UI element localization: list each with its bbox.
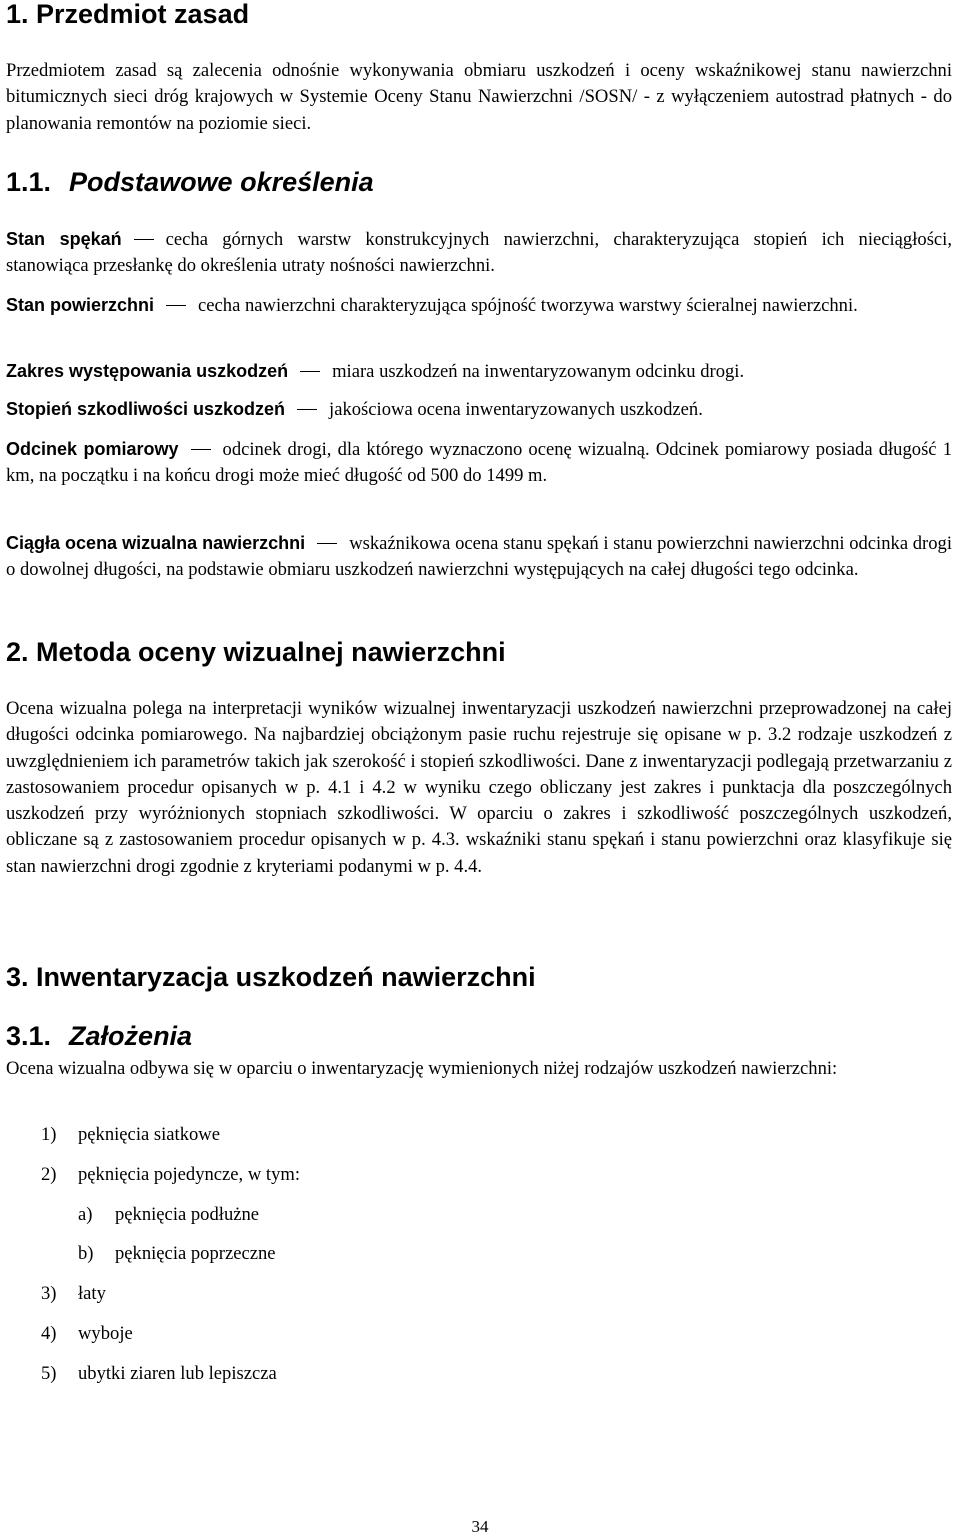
list-item-label: b) [78,1243,94,1264]
list-item-text: łaty [78,1283,106,1304]
definition-text: jakościowa ocena inwentaryzowanych uszkodzeń. [329,399,703,420]
list-item [41,1361,277,1387]
list-item [41,1321,133,1347]
section-2-heading: 2. Metoda oceny wizualnej nawierzchni [6,637,506,667]
dash-separator [166,305,186,306]
definition-text: wskaźnikowa ocena stanu spękań i stanu powierzchni nawierzchni odcinka drogi o dowolnej długości, na podstawie obmiaru uszkodzeń nawierzchni występujących na całej długości tego odcinka. [6,533,953,581]
section-1-1-number: 1.1. [6,167,52,197]
section-3-heading: 3. Inwentaryzacja uszkodzeń nawierzchni [6,962,536,992]
definition-term: Stan spękań [6,229,122,249]
definition-text: odcinek drogi, dla którego wyznaczono ocenę wizualną. Odcinek pomiarowy posiada długość 1 km, na początku i na końcu drogi może mieć długość od 500 do 1499 m. [6,439,953,487]
list-item [41,1281,106,1307]
section-2-text: Ocena wizualna polega na interpretacji wyników wizualnej inwentaryzacji uszkodzeń nawierzchni przeprowadzonej na całej długości odcinka pomiarowego. Na najbardziej obciążonym pasie ruchu rejestruje się opisane w p. 3.2 rodzaje uszkodzeń z uwzględnieniem ich parametrów takich jak szerokość i stopień szkodliwości. Dane z inwentaryzacji podlegają przetwarzaniu z zastosowaniem procedur opisanych w p. 4.1 i 4.2 w wyniku czego obliczany jest zakres i punktacja dla poszczególnych uszkodzeń przy wyróżnionych stopniach szkodliwości. W oparciu o zakres i szkodliwość poszczególnych uszkodzeń, obliczane są z zastosowaniem procedur opisanych w p. 4.3. wskaźniki stanu spękań i stanu powierzchni oraz klasyfikuje się stan nawierzchni drogi zgodnie z kryteriami podanymi w p. 4.4. [6,698,952,877]
list-item [78,1202,259,1228]
definition-term: Odcinek pomiarowy [6,439,179,459]
definition-zakres [6,358,952,385]
definition-term: Stopień szkodliwości uszkodzeń [6,399,286,419]
dash-separator [317,543,337,544]
section-1-1-heading [6,166,952,198]
list-item-label: a) [78,1204,93,1225]
list-item-text: ubytki ziaren lub lepiszcza [78,1363,277,1384]
definition-ciagla-ocena [6,530,952,584]
list-item [41,1162,300,1188]
definition-text: cecha nawierzchni charakteryzująca spójność tworzywa warstwy ścieralnej nawierzchni. [198,295,858,316]
list-item-text: pęknięcia podłużne [115,1204,260,1225]
list-item-text: pęknięcia pojedyncze, w tym: [78,1164,301,1185]
definition-stan-spekan [6,226,952,280]
section-3-1-number: 3.1. [6,1021,52,1051]
dash-separator [134,239,154,240]
page-number: 34 [471,1517,489,1536]
section-3-1-title: Założenia [69,1021,193,1051]
list-item-label: 4) [41,1323,57,1344]
definition-stan-powierzchni [6,292,952,319]
list-item-label: 1) [41,1124,57,1145]
list-item [41,1122,220,1148]
definition-stopien [6,396,952,423]
section-1-intro: Przedmiotem zasad są zalecenia odnośnie wykonywania obmiaru uszkodzeń i oceny wskaźnikowej stanu nawierzchni bitumicznych sieci dróg krajowych w Systemie Oceny Stanu Nawierzchni /SOSN/ - z wyłączeniem autostrad płatnych - do planowania remontów na poziomie sieci. [6,60,952,134]
list-item-label: 5) [41,1363,57,1384]
section-1-heading: 1. Przedmiot zasad [6,0,250,29]
dash-separator [297,409,317,410]
dash-separator [300,371,320,372]
definition-text: cecha górnych warstw konstrukcyjnych nawierzchni, charakteryzująca stopień ich nieciągłości, stanowiąca przesłankę do określenia utraty nośności nawierzchni. [6,229,952,277]
list-item-text: pęknięcia poprzeczne [115,1243,276,1264]
definition-odcinek [6,436,952,490]
definition-text: miara uszkodzeń na inwentaryzowanym odcinku drogi. [332,361,745,382]
section-3-1-text: Ocena wizualna odbywa się w oparciu o inwentaryzację wymienionych niżej rodzajów uszkodzeń nawierzchni: [6,1058,838,1079]
definition-term: Ciągła ocena wizualna nawierzchni [6,533,306,553]
definition-term: Stan powierzchni [6,295,155,315]
list-item-label: 2) [41,1164,57,1185]
list-item-label: 3) [41,1283,57,1304]
definition-term: Zakres występowania uszkodzeń [6,361,289,381]
list-item-text: pęknięcia siatkowe [78,1124,220,1145]
list-item-text: wyboje [78,1323,133,1344]
section-1-1-title: Podstawowe określenia [69,167,374,197]
dash-separator [191,449,211,450]
section-3-1-heading [6,1020,952,1052]
list-item [78,1241,276,1267]
